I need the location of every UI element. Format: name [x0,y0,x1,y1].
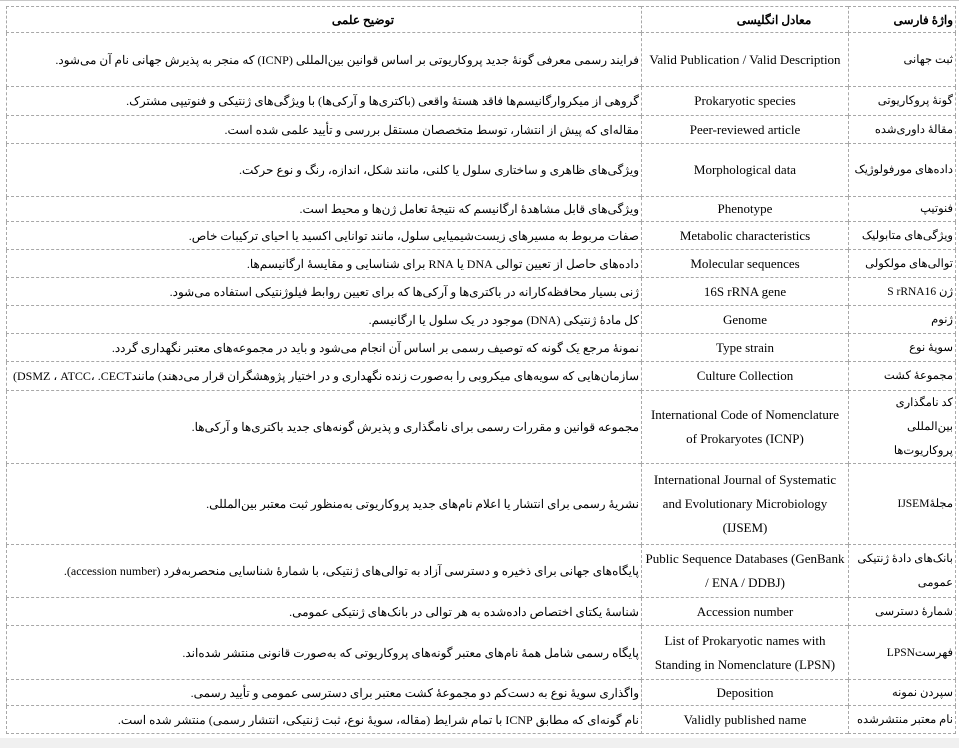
term-en-cell: Peer-reviewed article [642,116,849,144]
description-cell: مقاله‌ای که پیش از انتشار، توسط متخصصان مستقل بررسی و تأیید علمی شده است. [7,116,642,144]
table-row [7,680,956,706]
term-en-cell: Phenotype [642,197,849,222]
description-cell: گروهی از میکروارگانیسم‌ها فاقد هستهٔ واقعی (باکتری‌ها و آرکی‌ها) با ویژگی‌های ژنتیکی و فنوتیپی مشترک. [7,87,642,116]
term-fa-cell: ثبت جهانی [849,33,956,87]
term-en-cell: List of Prokaryotic names with Standing in Nomenclature (LPSN) [642,626,849,680]
term-en-cell: International Code of Nomenclature of Prokaryotes (ICNP) [642,391,849,464]
term-en-cell: Morphological data [642,144,849,197]
table-row [7,306,956,334]
term-en-cell: Molecular sequences [642,250,849,278]
description-cell: شناسهٔ یکتای اختصاص داده‌شده به هر توالی در بانک‌های ژنتیکی عمومی. [7,598,642,626]
term-fa-cell: مجموعهٔ کشت [849,362,956,391]
table-row [7,626,956,680]
top-border [0,0,959,1]
table-row [7,250,956,278]
description-cell: کل مادهٔ ژنتیکی (DNA) موجود در یک سلول یا ارگانیسم. [7,306,642,334]
table-row [7,87,956,116]
description-cell: ویژگی‌های قابل مشاهدهٔ ارگانیسم که نتیجهٔ تعامل ژن‌ها و محیط است. [7,197,642,222]
glossary-table [6,6,956,734]
term-fa-cell: داده‌های مورفولوژیک [849,144,956,197]
header-term-en: معادل انگلیسی [642,7,849,33]
term-fa-cell: شمارهٔ دسترسی [849,598,956,626]
table-header-row [7,7,956,33]
term-fa-cell: گونهٔ پروکاریوتی [849,87,956,116]
description-cell: واگذاری سویهٔ نوع به دست‌کم دو مجموعهٔ کشت معتبر برای دسترسی عمومی و تأیید رسمی. [7,680,642,706]
term-fa-cell: نام معتبر منتشرشده [849,706,956,734]
table-row [7,598,956,626]
table-row [7,197,956,222]
term-fa-cell: فهرستLPSN [849,626,956,680]
window-bottom-bar [0,738,959,748]
term-fa-cell: توالی‌های مولکولی [849,250,956,278]
term-fa-cell: کد نامگذاری بین‌المللی پروکاریوت‌ها [849,391,956,464]
description-cell: ویژگی‌های ظاهری و ساختاری سلول یا کلنی، مانند شکل، اندازه، رنگ و نوع حرکت. [7,144,642,197]
term-fa-cell: فنوتیپ [849,197,956,222]
description-cell: نمونهٔ مرجع یک گونه که توصیف رسمی بر اساس آن انجام می‌شود و باید در مجموعه‌های معتبر نگهداری گردد. [7,334,642,362]
header-description: توضیح علمی [7,7,642,33]
table-row [7,33,956,87]
table-row [7,222,956,250]
description-cell: فرایند رسمی معرفی گونهٔ جدید پروکاریوتی بر اساس قوانین بین‌المللی (ICNP) که منجر به پذیرش جهانی نام آن می‌شود. [7,33,642,87]
description-cell: پایگاه‌های جهانی برای ذخیره و دسترسی آزاد به توالی‌های ژنتیکی، با شمارهٔ شناسایی منحصربه‌فرد (accession number). [7,545,642,598]
table-row [7,391,956,464]
term-en-cell: Culture Collection [642,362,849,391]
term-fa-cell: مقالهٔ داوری‌شده [849,116,956,144]
description-cell: نشریهٔ رسمی برای انتشار یا اعلام نام‌های جدید پروکاریوتی به‌منظور ثبت معتبر بین‌المللی. [7,464,642,545]
description-cell: پایگاه رسمی شامل همهٔ نام‌های معتبر گونه‌های پروکاریوتی که به‌صورت قانونی منتشر شده‌اند. [7,626,642,680]
description-cell: داده‌های حاصل از تعیین توالی DNA یا RNA برای شناسایی و مقایسهٔ ارگانیسم‌ها. [7,250,642,278]
term-en-cell: Prokaryotic species [642,87,849,116]
table-row [7,362,956,391]
table-row [7,464,956,545]
term-fa-cell: سویهٔ نوع [849,334,956,362]
term-fa-cell: سپردن نمونه [849,680,956,706]
term-en-cell: Valid Publication / Valid Description [642,33,849,87]
term-en-cell: Deposition [642,680,849,706]
description-cell: سازمان‌هایی که سویه‌های میکروبی را به‌صورت زنده نگهداری و در اختیار پژوهشگران قرار می‌دهند) مانندDSMZ ، ATCC، .CECT) [7,362,642,391]
term-en-cell: Validly published name [642,706,849,734]
term-en-cell: Metabolic characteristics [642,222,849,250]
table-row [7,144,956,197]
table-row [7,334,956,362]
term-fa-cell: ژن S rRNA16 [849,278,956,306]
description-cell: نام گونه‌ای که مطابق ICNP با تمام شرایط (مقاله، سویهٔ نوع، ثبت ژنتیکی، انتشار رسمی) منتشر شده است. [7,706,642,734]
term-en-cell: Type strain [642,334,849,362]
term-fa-cell: بانک‌های دادهٔ ژنتیکی عمومی [849,545,956,598]
term-en-cell: Public Sequence Databases (GenBank / ENA / DDBJ) [642,545,849,598]
description-cell: مجموعه قوانین و مقررات رسمی برای نامگذاری و پذیرش گونه‌های جدید باکتری‌ها و آرکی‌ها. [7,391,642,464]
term-en-cell: International Journal of Systematic and Evolutionary Microbiology (IJSEM) [642,464,849,545]
description-cell: صفات مربوط به مسیرهای زیست‌شیمیایی سلول، مانند توانایی اکسید یا احیای ترکیبات خاص. [7,222,642,250]
table-row [7,545,956,598]
table-row [7,278,956,306]
table-row [7,116,956,144]
term-fa-cell: مجلهٔIJSEM [849,464,956,545]
term-en-cell: Genome [642,306,849,334]
term-fa-cell: ژنوم [849,306,956,334]
description-cell: ژنی بسیار محافظه‌کارانه در باکتری‌ها و آرکی‌ها که برای تعیین روابط فیلوژنتیکی استفاده می‌شود. [7,278,642,306]
term-en-cell: 16S rRNA gene [642,278,849,306]
term-fa-cell: ویژگی‌های متابولیک [849,222,956,250]
table-row [7,706,956,734]
term-en-cell: Accession number [642,598,849,626]
header-term-fa: واژهٔ فارسی [849,7,956,33]
